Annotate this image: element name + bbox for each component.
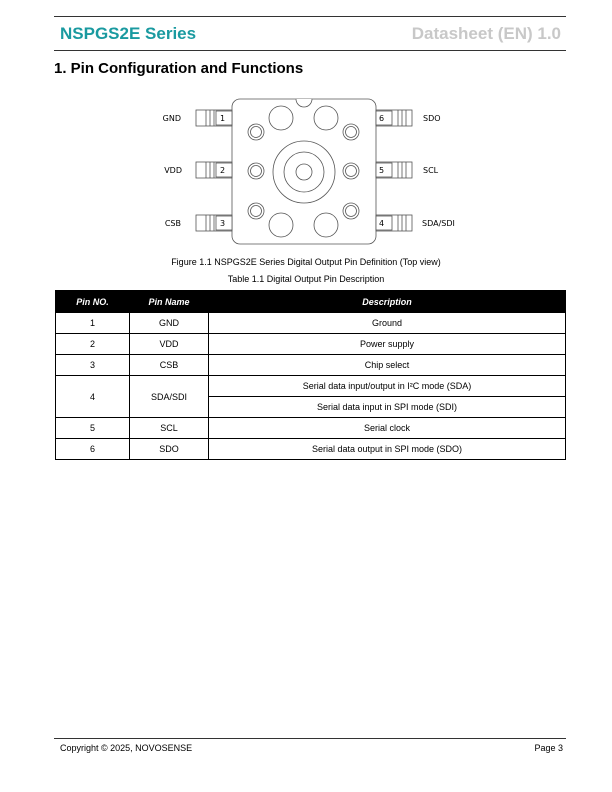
header-description: Description [209, 291, 566, 313]
series-title: NSPGS2E Series [60, 24, 197, 43]
pin-name-cell: SCL [130, 418, 209, 439]
figure-caption: Figure 1.1 NSPGS2E Series Digital Output Pin Definition (Top view) [171, 257, 441, 267]
pin-name-cell: SDO [130, 439, 209, 460]
pin-no-cell: 5 [56, 418, 130, 439]
copyright: Copyright © 2025, NOVOSENSE [60, 743, 193, 753]
table-row [56, 313, 566, 334]
table-header-row [56, 291, 566, 313]
description-cell: Ground [209, 313, 566, 334]
pin-6-label: SDO [423, 114, 441, 123]
pin-5-label: SCL [423, 166, 439, 175]
header-rule-bottom [54, 50, 566, 51]
table-row [56, 376, 566, 397]
pin-5-number: 5 [379, 166, 385, 175]
description-cell: Serial data input/output in I²C mode (SDA) [209, 376, 566, 397]
pin-name-cell: CSB [130, 355, 209, 376]
pressure-port [273, 141, 335, 203]
table-row [56, 418, 566, 439]
table-row [56, 355, 566, 376]
pin-name-cell: VDD [130, 334, 209, 355]
pin-no-cell: 4 [56, 376, 130, 418]
pin-1-label: GND [162, 114, 181, 123]
pin-6-number: 6 [379, 114, 385, 123]
pin-no-cell: 1 [56, 313, 130, 334]
table-caption: Table 1.1 Digital Output Pin Description [227, 274, 385, 284]
datasheet-version: Datasheet (EN) 1.0 [411, 24, 561, 43]
header-pin-name: Pin Name [130, 291, 209, 313]
pin-no-cell: 6 [56, 439, 130, 460]
description-cell: Serial data input in SPI mode (SDI) [209, 397, 566, 418]
footer-rule [54, 738, 566, 739]
pin-name-cell: GND [130, 313, 209, 334]
left-pin-leads [196, 110, 232, 231]
pin-3-label: CSB [164, 219, 181, 228]
pin-no-cell: 3 [56, 355, 130, 376]
pin-name-cell: SDA/SDI [130, 376, 209, 418]
pin-2-number: 2 [220, 166, 226, 175]
description-cell: Chip select [209, 355, 566, 376]
pin-4-label: SDA/SDI [422, 219, 455, 228]
description-cell: Serial clock [209, 418, 566, 439]
section-title: 1. Pin Configuration and Functions [54, 60, 304, 77]
pin-1-number: 1 [220, 114, 226, 123]
pin-no-cell: 2 [56, 334, 130, 355]
pin-diagram [150, 92, 470, 252]
pin-description-table [55, 290, 566, 460]
description-cell: Power supply [209, 334, 566, 355]
pin-2-label: VDD [164, 166, 182, 175]
page-number: Page 3 [534, 743, 563, 753]
pin-4-number: 4 [379, 219, 385, 228]
table-row [56, 439, 566, 460]
header-pin-no: Pin NO. [56, 291, 130, 313]
table-row [56, 334, 566, 355]
pin-3-number: 3 [220, 219, 226, 228]
header-rule-top [54, 16, 566, 17]
description-cell: Serial data output in SPI mode (SDO) [209, 439, 566, 460]
